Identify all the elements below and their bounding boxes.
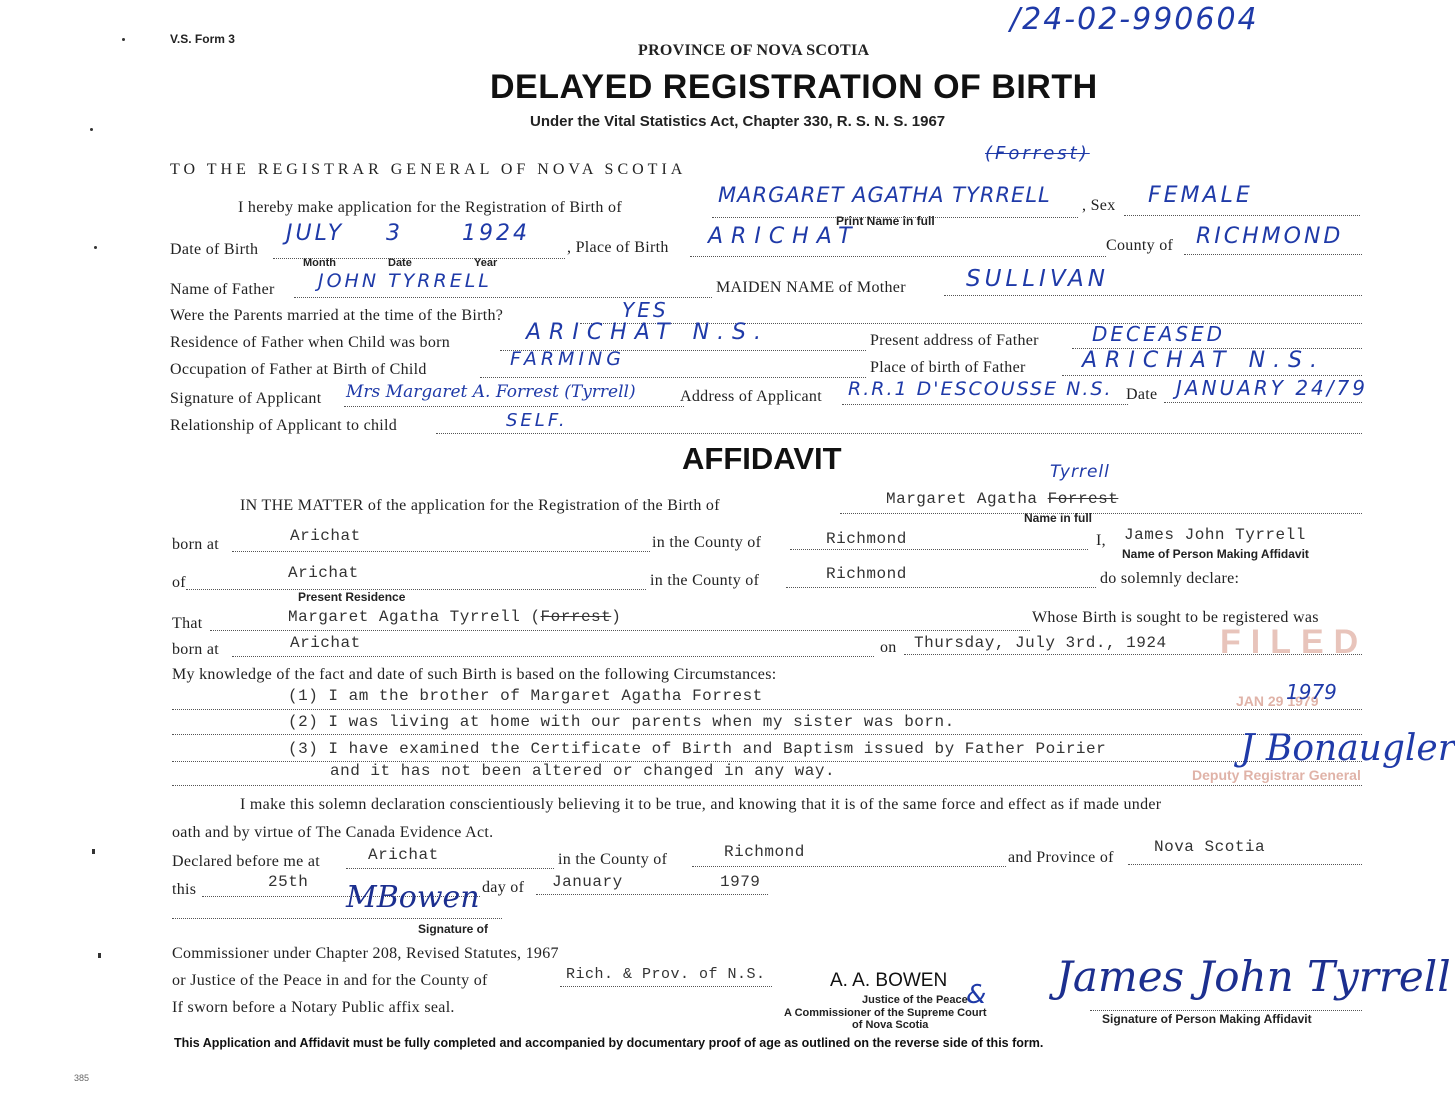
residence-value: Arichat [288, 564, 359, 582]
residence-county-label: in the County of [650, 572, 760, 589]
declared-label: Declared before me at [172, 853, 320, 870]
dob-year: 1924 [462, 221, 530, 246]
declared-day: 25th [268, 873, 309, 891]
of-label: of [172, 574, 186, 591]
stamp-name: A. A. BOWEN [830, 970, 948, 991]
father-residence: ARICHAT N.S. [526, 320, 770, 345]
stamp-line-1: Justice of the Peace [862, 994, 968, 1006]
dob-day: 3 [386, 221, 403, 246]
mother-maiden-name: SULLIVAN [966, 266, 1109, 292]
matter-name-caption: Name in full [1024, 511, 1093, 525]
stamp-ampersand: & [966, 980, 987, 1010]
on-label: on [880, 639, 897, 656]
declared-year: 1979 [720, 873, 761, 891]
filed-by-stamp: Deputy Registrar General [1192, 767, 1361, 783]
place-of-birth: ARICHAT [708, 224, 860, 249]
footer-note: This Application and Affidavit must be fully completed and accompanied by documentary proof of age as outlined on the reverse side of this form. [174, 1036, 1044, 1050]
caption-year: Year [474, 257, 498, 269]
matter-label: IN THE MATTER of the application for the Registration of the Birth of [240, 497, 720, 514]
matter-name-correction: Tyrrell [1050, 462, 1110, 482]
declare-label: do solemnly declare: [1100, 570, 1240, 587]
i-label: I, [1096, 532, 1106, 549]
name-value: MARGARET AGATHA TYRRELL [718, 183, 1051, 207]
date-label: Date [1126, 386, 1158, 403]
birth-date: Thursday, July 3rd., 1924 [914, 634, 1167, 652]
day-of-label: day of [482, 879, 525, 896]
mother-label: MAIDEN NAME of Mother [716, 279, 906, 296]
father-name: JOHN TYRRELL [318, 270, 492, 292]
addressee: TO THE REGISTRAR GENERAL OF NOVA SCOTIA [170, 161, 687, 178]
registrar-signature: J Bonaugler [1240, 728, 1455, 769]
deponent-name: James John Tyrrell [1124, 526, 1306, 544]
circumstance-1: (1) I am the brother of Margaret Agatha Forrest [288, 687, 763, 705]
province-label: and Province of [1008, 849, 1114, 866]
form-number: 385 [74, 1073, 90, 1083]
father-birthplace-label: Place of birth of Father [870, 359, 1026, 376]
knowledge-label: My knowledge of the fact and date of such Birth is based on the following Circumstances: [172, 666, 777, 683]
reference-number: /24-02-990604 [1010, 2, 1259, 37]
deponent-signature: James John Tyrrell [1056, 952, 1451, 1001]
caption-date: Date [388, 257, 412, 269]
father-address: DECEASED [1092, 322, 1226, 346]
applicant-address: R.R.1 D'ESCOUSSE N.S. [848, 378, 1113, 400]
applicant-signature: Mrs Margaret A. Forrest (Tyrrell) [346, 382, 636, 402]
born-at-label: born at [172, 536, 219, 553]
declared-province: Nova Scotia [1154, 838, 1266, 856]
solemn-line-1: I make this solemn declaration conscientiously believing it to be true, and knowing that it is of the same force and effect as if made under [240, 796, 1162, 813]
subject-name: Margaret Agatha Tyrrell (Forrest) [288, 608, 622, 626]
matter-name: Margaret Agatha Forrest [886, 490, 1119, 508]
born-at-value: Arichat [290, 527, 361, 545]
filed-year-handwritten: 1979 [1286, 680, 1337, 704]
declared-place: Arichat [368, 846, 439, 864]
born-at2-value: Arichat [290, 634, 361, 652]
applicant-signature-label: Signature of Applicant [170, 390, 322, 407]
province-heading: PROVINCE OF NOVA SCOTIA [638, 42, 870, 59]
father-birthplace: ARICHAT N.S. [1082, 348, 1326, 373]
solemn-line-2: oath and by virtue of The Canada Evidence Act. [172, 824, 494, 841]
residence-caption: Present Residence [298, 590, 406, 604]
applicant-address-label: Address of Applicant [680, 388, 822, 405]
born-at2-label: born at [172, 641, 219, 658]
father-occupation: FARMING [510, 348, 625, 370]
deponent-caption: Name of Person Making Affidavit [1122, 547, 1309, 561]
father-label: Name of Father [170, 281, 275, 298]
filed-stamp: FILED [1220, 623, 1369, 661]
residence-county-value: Richmond [826, 565, 907, 583]
deponent-signature-label: Signature of Person Making Affidavit [1102, 1012, 1312, 1026]
relationship-value: SELF. [506, 410, 568, 431]
form-id: V.S. Form 3 [170, 32, 235, 46]
notary-line: If sworn before a Notary Public affix seal. [172, 999, 455, 1016]
page-subtitle: Under the Vital Statistics Act, Chapter 330, R. S. N. S. 1967 [530, 113, 946, 130]
intro-label: I hereby make application for the Registration of Birth of [238, 199, 622, 216]
father-occupation-label: Occupation of Father at Birth of Child [170, 361, 427, 378]
county-label: County of [1106, 237, 1174, 254]
sex-value: FEMALE [1148, 183, 1253, 208]
filed-date-stamp: JAN 29 1979 [1236, 693, 1319, 709]
married-label: Were the Parents married at the time of the Birth? [170, 307, 504, 324]
circumstance-3-continued: and it has not been altered or changed in any way. [330, 762, 836, 780]
relationship-label: Relationship of Applicant to child [170, 417, 398, 434]
circumstance-2: (2) I was living at home with our parents when my sister was born. [288, 713, 955, 731]
caption-month: Month [303, 257, 336, 269]
name-caption: Print Name in full [836, 214, 935, 228]
commissioner-line: Commissioner under Chapter 208, Revised Statutes, 1967 [172, 945, 559, 962]
this-label: this [172, 881, 197, 898]
born-county-label: in the County of [652, 534, 762, 551]
name-correction: (Forrest) [985, 143, 1090, 164]
that-label: That [172, 615, 203, 632]
commissioner-signature: MBowen [346, 880, 480, 915]
application-date: JANUARY 24/79 [1176, 376, 1368, 400]
born-county-value: Richmond [826, 530, 907, 548]
page-title: DELAYED REGISTRATION OF BIRTH [490, 68, 1098, 106]
circumstance-3: (3) I have examined the Certificate of Birth and Baptism issued by Father Poirier [288, 740, 1107, 758]
declared-county: Richmond [724, 843, 805, 861]
affidavit-heading: AFFIDAVIT [682, 441, 842, 476]
father-address-label: Present address of Father [870, 332, 1039, 349]
declared-county-label: in the County of [558, 851, 668, 868]
justice-line: or Justice of the Peace in and for the County of [172, 972, 488, 989]
sex-label: , Sex [1082, 197, 1116, 214]
whose-label: Whose Birth is sought to be registered was [1032, 609, 1319, 626]
place-label: , Place of Birth [567, 239, 669, 256]
stamp-line-3: of Nova Scotia [852, 1019, 929, 1031]
county-value: RICHMOND [1196, 224, 1344, 249]
justice-county: Rich. & Prov. of N.S. [566, 966, 766, 983]
dob-label: Date of Birth [170, 241, 259, 258]
married-value: YES [622, 298, 669, 322]
stamp-line-2: A Commissioner of the Supreme Court [784, 1007, 987, 1019]
signature-of-label: Signature of [418, 922, 489, 936]
father-residence-label: Residence of Father when Child was born [170, 334, 451, 351]
dob-month: JULY [286, 221, 345, 246]
declared-month: January [552, 873, 623, 891]
